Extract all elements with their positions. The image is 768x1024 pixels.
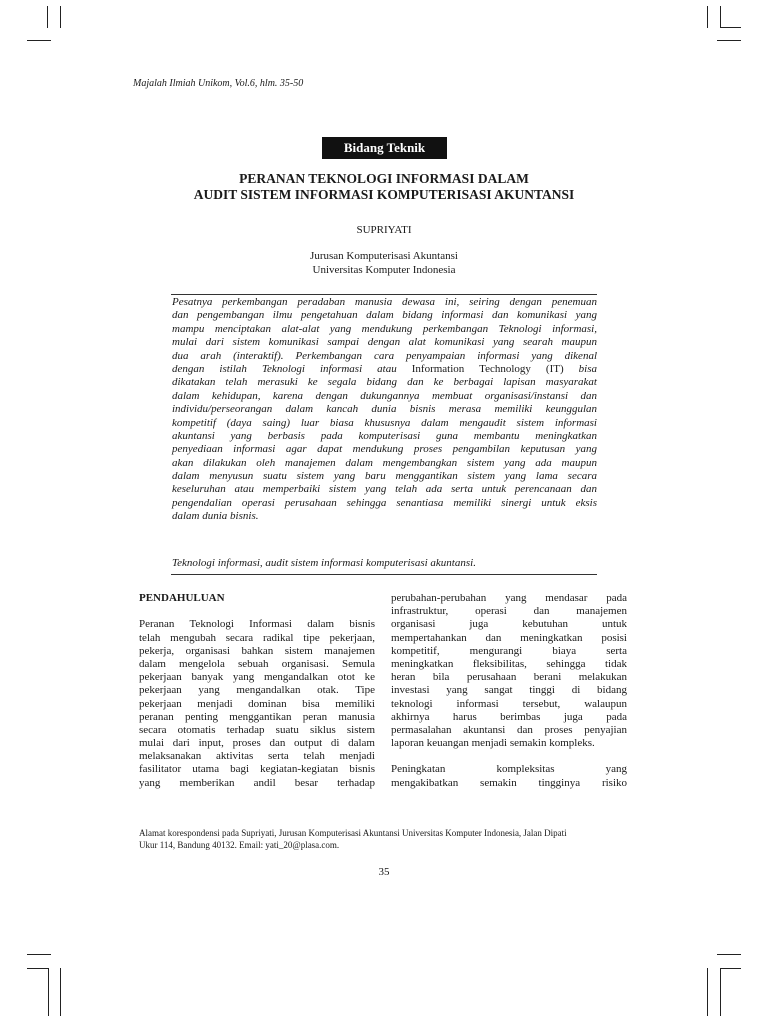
abstract-line: keseluruhan atau memperbaiki sistem yang telah ada serta untuk perencanaan dan xyxy=(172,483,597,496)
body-line: heran bila perusahaan berani melakukan xyxy=(391,671,627,684)
crop-mark xyxy=(717,954,741,955)
abstract-line: akan dilakukan oleh manajemen dalam mengembangkan sistem yang ada maupun xyxy=(172,456,597,469)
body-line: Peningkatan kompleksitas yang xyxy=(391,763,627,776)
journal-reference: Majalah Ilmiah Unikom, Vol.6, hlm. 35-50 xyxy=(133,78,304,89)
body-line: teknologi informasi tersebut, walaupun xyxy=(391,697,627,710)
abstract-term-upright: Information Technology (IT) xyxy=(411,362,564,375)
correspondence-footnote xyxy=(139,827,629,851)
crop-mark xyxy=(60,6,61,28)
keywords: Teknologi informasi, audit sistem informasi komputerisasi akuntansi. xyxy=(172,557,476,569)
crop-mark xyxy=(47,6,48,28)
abstract-top-rule xyxy=(171,294,597,295)
body-line: yang memberikan andil besar terhadap xyxy=(139,776,375,789)
section-heading: PENDAHULUAN xyxy=(139,592,225,604)
abstract-line: mampu menciptakan alat-alat yang mendukung perkembangan Teknologi informasi, xyxy=(172,322,597,335)
crop-mark xyxy=(27,968,49,969)
abstract-line: dua arah (interaktif). Perkembangan cara penyampaian informasi yang dikenal xyxy=(172,349,597,362)
abstract-line: dan pengembangan ilmu pengetahuan dalam bidang informasi dan komunikasi yang xyxy=(172,309,597,322)
crop-mark xyxy=(717,40,741,41)
body-line: peranan penting menggantikan peran manusia xyxy=(139,710,375,723)
abstract-line: mulai dari sistem komunikasi sampai dengan alat komunikasi yang searah maupun xyxy=(172,336,597,349)
body-line: perubahan-perubahan yang mendasar pada xyxy=(391,592,627,604)
crop-mark xyxy=(48,968,49,1016)
abstract-line: dalam dunia bisnis. xyxy=(172,510,259,523)
page-number: 35 xyxy=(378,866,390,878)
title-line: PERANAN TEKNOLOGI INFORMASI DALAM xyxy=(239,171,529,186)
crop-mark xyxy=(720,27,741,28)
body-column-right xyxy=(391,592,627,790)
body-line: Peranan Teknologi Informasi dalam bisnis xyxy=(139,618,375,631)
footnote-line: Ukur 114, Bandung 40132. Email: yati_20@plasa.com. xyxy=(139,840,340,850)
body-line: laporan keuangan menjadi semakin kompleks. xyxy=(391,737,595,750)
abstract-line: dikatakan telah merasuki ke segala bidang dan ke berbagai lapisan masyarakat xyxy=(172,376,597,389)
body-line: dalam mengelola sebuah organisasi. Semula xyxy=(139,657,375,670)
footnote-line: Alamat korespondensi pada Supriyati, Jurusan Komputerisasi Akuntansi Universitas Komputer Indonesia, Jalan Dipati xyxy=(139,828,567,838)
body-line: pekerja, organisasi bahkan sistem manajemen xyxy=(139,644,375,657)
body-line: pekerjaan menjadi dominan bisa memiliki xyxy=(139,697,375,710)
abstract-line-mixed xyxy=(172,363,597,376)
body-line: melaksanakan aktivitas serta telah menjadi xyxy=(139,750,375,763)
abstract-line: individu/perseorangan dalam kancah dunia bisnis merasa memiliki keunggulan xyxy=(172,403,597,416)
affiliation xyxy=(100,249,668,277)
abstract-line: akuntansi yang berbasis pada komputerisasi guna membantu meningkatkan xyxy=(172,429,597,442)
title-line: AUDIT SISTEM INFORMASI KOMPUTERISASI AKUNTANSI xyxy=(193,187,575,202)
affiliation-line: Jurusan Komputerisasi Akuntansi xyxy=(310,250,458,262)
body-line: telah mengubah secara radikal tipe pekerjaan, xyxy=(139,631,375,644)
affiliation-line: Universitas Komputer Indonesia xyxy=(312,264,456,276)
body-column-left xyxy=(139,592,375,790)
body-line: secara otomatis terhadap suatu siklus sistem xyxy=(139,723,375,736)
crop-mark xyxy=(720,6,721,28)
body-line: organisasi juga kebutuhan untuk xyxy=(391,618,627,631)
body-line: kompetitif, mengurangi biaya serta xyxy=(391,644,627,657)
abstract-line: penyediaan informasi agar dapat mendukung proses pengambilan keputusan yang xyxy=(172,443,597,456)
body-line: meningkatkan fleksibilitas, sehingga tidak xyxy=(391,657,627,670)
body-line: mempertahankan dan meningkatkan posisi xyxy=(391,631,627,644)
body-line: investasi yang sangat tinggi di bidang xyxy=(391,684,627,697)
body-line: pekerjaan yang mengandalkan otak. Tipe xyxy=(139,684,375,697)
body-line: mengakibatkan semakin tingginya risiko xyxy=(391,776,627,789)
abstract-line: pengendalian operasi perusahaan sehingga senantiasa memiliki sinergi untuk eksis xyxy=(172,496,597,509)
author: SUPRIYATI xyxy=(356,224,412,236)
abstract-line-part: bisa xyxy=(563,362,598,375)
crop-mark xyxy=(720,968,741,969)
body-line: akhirnya harus berimbas juga pada xyxy=(391,710,627,723)
abstract-line: dalam menyusun suatu sistem yang baru menggantikan sistem yang lama secara xyxy=(172,470,597,483)
body-line: fasilitator utama bagi kegiatan-kegiatan bisnis xyxy=(139,763,375,776)
paper-title xyxy=(100,171,668,203)
crop-mark xyxy=(707,968,708,1016)
abstract xyxy=(172,296,597,524)
crop-mark xyxy=(60,968,61,1016)
crop-mark xyxy=(27,954,51,955)
body-line: pekerjaan banyak yang mengandalkan otot ke xyxy=(139,671,375,684)
abstract-line: Pesatnya perkembangan peradaban manusia dewasa ini, seiring dengan penemuan xyxy=(172,296,597,308)
crop-mark xyxy=(27,40,51,41)
body-line: permasalahan akuntansi dan proses penyajian xyxy=(391,723,627,736)
crop-mark xyxy=(707,6,708,28)
body-line: infrastruktur, operasi dan manajemen xyxy=(391,605,627,618)
abstract-line-part: dengan istilah Teknologi informasi atau xyxy=(172,362,412,375)
abstract-line: dalam kehidupan, karena dengan dukungannya membuat organisasi/instansi dan xyxy=(172,389,597,402)
keywords-bottom-rule xyxy=(171,574,597,575)
section-label: Bidang Teknik xyxy=(322,137,447,159)
body-line: mulai dari input, proses dan output di dalam xyxy=(139,737,375,750)
abstract-line: kompetitif (daya saing) luar biasa khususnya dalam mengaudit sistem informasi xyxy=(172,416,597,429)
crop-mark xyxy=(720,968,721,1016)
